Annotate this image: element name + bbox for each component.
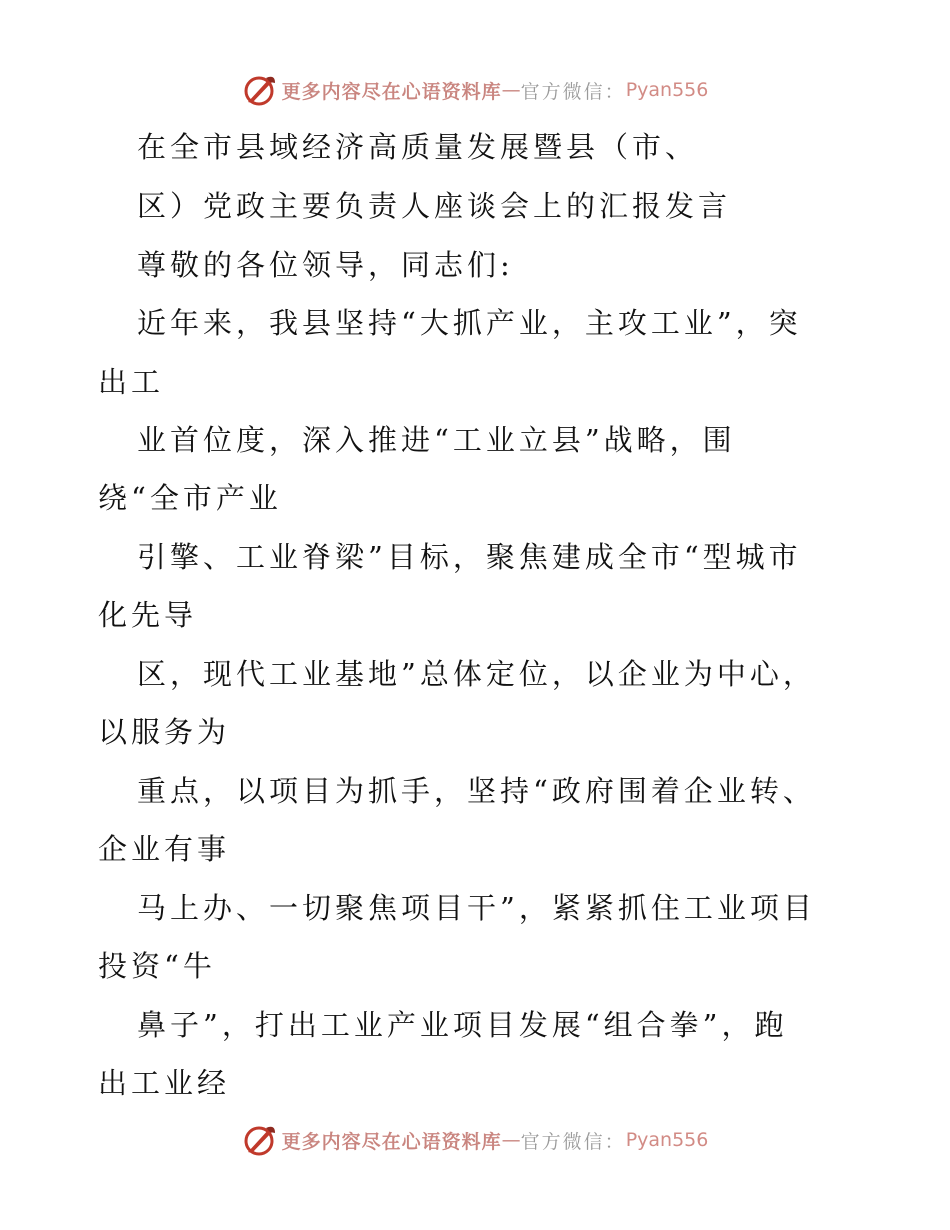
paragraph-line: 出工业经	[98, 1066, 231, 1100]
paragraph-line: 近年来，我县坚持“大抓产业，主攻工业”，突	[137, 306, 802, 340]
paragraph-line: 投资“牛	[98, 949, 216, 983]
banner-dash: —	[501, 79, 521, 101]
wechat-id: Pyan556	[625, 79, 709, 101]
paragraph-line: 出工	[98, 365, 165, 399]
paragraph-line: 鼻子”，打出工业产业项目发展“组合拳”，跑	[137, 1008, 788, 1042]
site-name: 更多内容尽在心语资料库	[281, 1130, 502, 1153]
quill-pen-logo-icon	[242, 1122, 278, 1158]
paragraph-line: 业首位度，深入推进“工业立县”战略，围	[137, 423, 736, 457]
paragraph-line: 绕“全市产业	[98, 481, 282, 515]
wechat-id: Pyan556	[625, 1129, 709, 1151]
paragraph-line: 重点，以项目为抓手，坚持“政府围着企业转、	[137, 774, 816, 808]
paragraph-line: 引擎、工业脊梁”目标，聚焦建成全市“型城市	[137, 540, 802, 574]
paragraph-line: 化先导	[98, 598, 198, 632]
banner-dash: —	[501, 1129, 521, 1151]
title-line-1: 在全市县域经济高质量发展暨县（市、	[137, 130, 699, 164]
site-name: 更多内容尽在心语资料库	[281, 80, 502, 103]
paragraph-line: 以服务为	[98, 715, 231, 749]
salutation: 尊敬的各位领导，同志们:	[137, 248, 514, 282]
wechat-label: 官方微信：	[520, 80, 626, 103]
title-line-2: 区）党政主要负责人座谈会上的汇报发言	[137, 189, 732, 223]
paragraph-line: 区，现代工业基地”总体定位，以企业为中心，	[137, 657, 816, 691]
wechat-label: 官方微信：	[520, 1130, 626, 1153]
paragraph-line: 马上办、一切聚焦项目干”，紧紧抓住工业项目	[137, 891, 816, 925]
paragraph-line: 企业有事	[98, 832, 231, 866]
footer-watermark-banner	[0, 1120, 950, 1160]
